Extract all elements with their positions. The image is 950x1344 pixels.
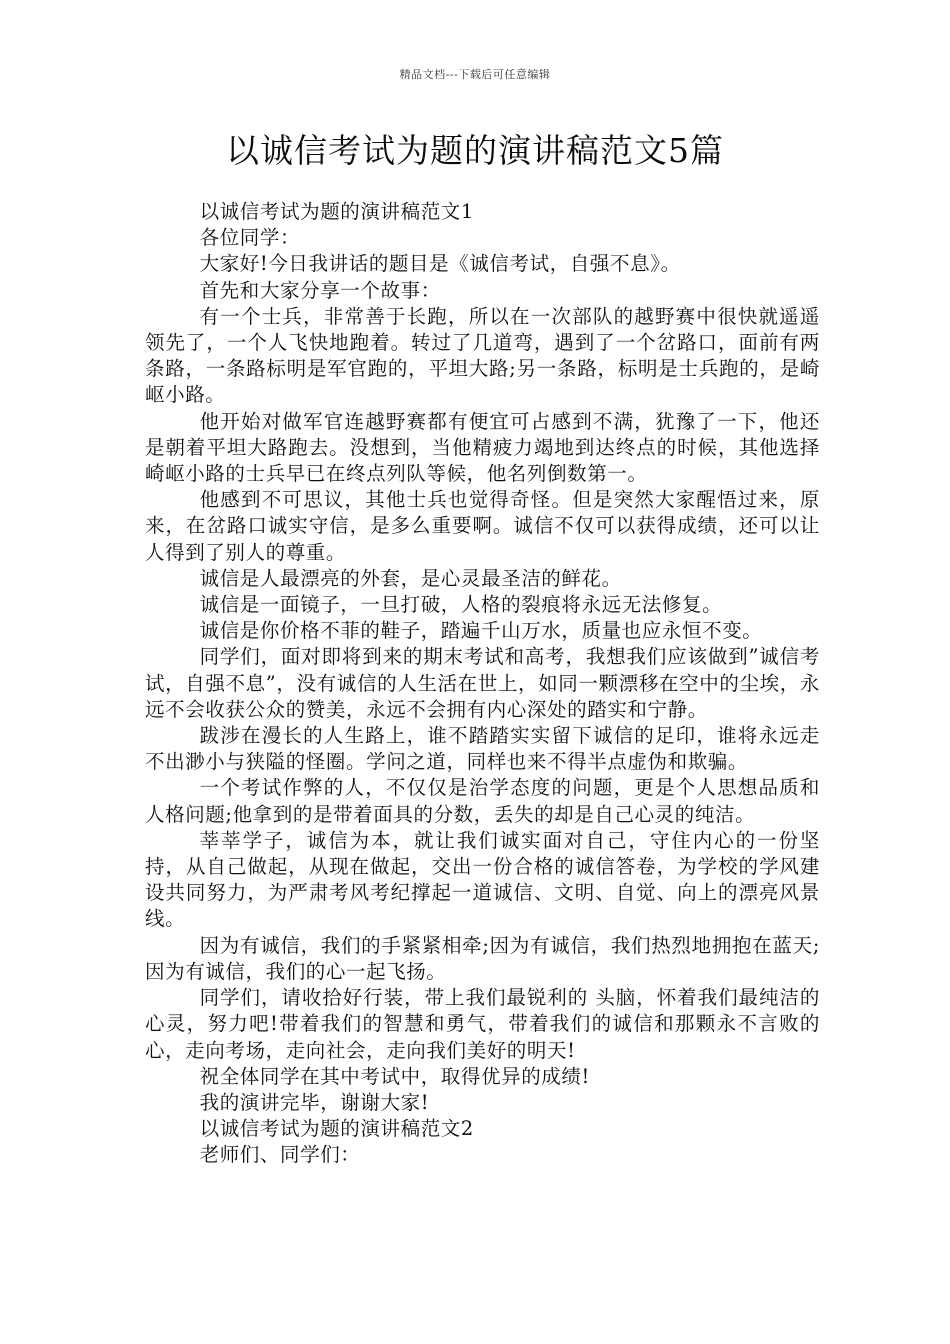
paragraph: 他感到不可思议，其他士兵也觉得奇怪。但是突然大家醒悟过来，原来，在岔路口诚实守信，是多么重要啊。诚信不仅可以获得成绩，还可以让人得到了别人的尊重。: [145, 488, 820, 564]
document-title: 以诚信考试为题的演讲稿范文5篇: [226, 131, 724, 170]
paragraph: 他开始对做军官连越野赛都有便宜可占感到不满，犹豫了一下，他还是朝着平坦大路跑去。没想到，当他精疲力竭地到达终点的时候，其他选择崎岖小路的士兵早已在终点列队等候，他名列倒数第一。: [145, 409, 820, 486]
paragraph: 诚信是人最漂亮的外套，是心灵最圣洁的鲜花。: [199, 566, 622, 590]
paragraph: 以诚信考试为题的演讲稿范文1: [199, 200, 474, 223]
paragraph: 跋涉在漫长的人生路上，谁不踏踏实实留下诚信的足印，谁将永远走不出渺小与狭隘的怪圈。学问之道，同样也来不得半点虚伪和欺骗。: [145, 724, 820, 774]
paragraph: 莘莘学子，诚信为本，就让我们诚实面对自己，守住内心的一份坚持，从自己做起，从现在做起，交出一份合格的诚信答卷，为学校的学风建设共同努力，为严肃考风考纪撑起一道诚信、文明、自觉、向上的漂亮风景线。: [145, 828, 820, 931]
paragraph: 老师们、同学们：: [199, 1143, 361, 1167]
header-note: 精品文档---下载后可任意编辑: [399, 68, 551, 81]
paragraph: 同学们，请收拾好行装，带上我们最锐利的 头脑，怀着我们最纯洁的心灵，努力吧!带着我们的智慧和勇气，带着我们的诚信和那颗永不言败的心，走向考场，走向社会，走向我们美好的明天!: [145, 986, 820, 1062]
paragraph: 诚信是你价格不菲的鞋子，踏遍千山万水，质量也应永恒不变。: [199, 619, 763, 643]
paragraph: 我的演讲完毕，谢谢大家!: [199, 1090, 430, 1114]
paragraph: 有一个士兵，非常善于长跑，所以在一次部队的越野赛中很快就遥遥领先了，一个人飞快地跑着。转过了几道弯，遇到了一个岔路口，面前有两条路，一条路标明是军官跑的，平坦大路;另一条路，标明是士兵跑的，是崎岖小路。: [145, 304, 820, 407]
paragraph: 各位同学：: [199, 226, 301, 250]
paragraph: 祝全体同学在其中考试中，取得优异的成绩!: [199, 1064, 590, 1088]
document-body: [145, 199, 820, 1169]
paragraph: 大家好!今日我讲话的题目是《诚信考试，自强不息》。: [199, 252, 681, 276]
paragraph: 诚信是一面镜子，一旦打破，人格的裂痕将永远无法修复。: [199, 593, 723, 617]
paragraph: 因为有诚信，我们的手紧紧相牵;因为有诚信，我们热烈地拥抱在蓝天;因为有诚信，我们的心一起飞扬。: [145, 933, 820, 983]
paragraph: 首先和大家分享一个故事：: [199, 278, 441, 302]
paragraph: 同学们，面对即将到来的期末考试和高考，我想我们应该做到”诚信考试，自强不息”，没有诚信的人生活在世上，如同一颗漂移在空中的尘埃，永远不会收获公众的赞美，永远不会拥有内心深处的踏实和宁静。: [145, 645, 820, 721]
paragraph: 以诚信考试为题的演讲稿范文2: [199, 1117, 474, 1141]
paragraph: 一个考试作弊的人，不仅仅是治学态度的问题，更是个人思想品质和人格问题;他拿到的是带着面具的分数，丢失的却是自己心灵的纯洁。: [145, 776, 820, 826]
